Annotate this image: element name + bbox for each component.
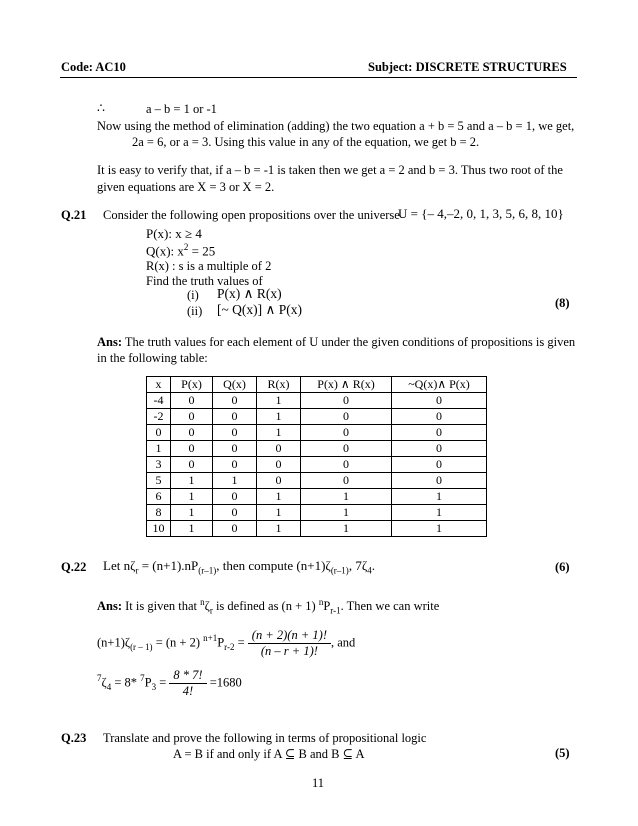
- q22-equation-1: $(n+1)\zeta_{(r - 1)} = (n + 2) ^{n+1}P_{r-2}$ = $\frac{(n + 2)(n + 1)!}{(n - r + 1)!}$ , and: [97, 628, 356, 658]
- table-cell: 0: [301, 409, 392, 425]
- table-cell: -4: [147, 393, 171, 409]
- q21-ii-label: (ii): [187, 304, 203, 318]
- truth-table: [146, 376, 487, 537]
- table-cell: 1: [171, 489, 213, 505]
- table-row: [147, 425, 487, 441]
- col-header-q: Q(x): [213, 377, 257, 393]
- table-cell: 1: [257, 409, 301, 425]
- table-cell: 0: [213, 393, 257, 409]
- table-cell: 0: [171, 441, 213, 457]
- col-header-p-and-r: P(x) ∧ R(x): [301, 377, 392, 393]
- table-cell: 5: [147, 473, 171, 489]
- q22-text: Let $n\zeta_r = (n+1).nP_{(r-1)}$, then compute $(n+1)\zeta_{(r-1)}$, $7\zeta_4$.: [103, 558, 375, 576]
- table-cell: 1: [171, 505, 213, 521]
- q21-ii-expression: [~ Q(x)] ∧ P(x): [217, 302, 303, 317]
- prev-line-4: It is easy to verify that, if a – b = -1 is taken then we get a = 2 and b = 3. Thus two root of the: [97, 163, 563, 177]
- header-subject: Subject: DISCRETE STRUCTURES: [368, 60, 567, 74]
- table-cell: 1: [213, 473, 257, 489]
- table-cell: 1: [257, 393, 301, 409]
- truth-table-header-row: [147, 377, 487, 393]
- q21-i-label: (i): [187, 288, 199, 302]
- prev-line-1: a – b = 1 or -1: [146, 102, 217, 116]
- q21-answer-line-2: in the following table:: [97, 351, 208, 365]
- q22-marks: (6): [555, 560, 570, 574]
- q21-r-definition: R(x) : s is a multiple of 2: [146, 259, 272, 273]
- table-cell: 0: [213, 489, 257, 505]
- q23-text: Translate and prove the following in terms of propositional logic: [103, 731, 427, 745]
- header-rule: [60, 77, 577, 78]
- table-row: [147, 473, 487, 489]
- col-header-notq-and-p: ~Q(x)∧ P(x): [392, 377, 487, 393]
- q22-fraction-1: $\frac{(n + 2)(n + 1)!}{(n - r + 1)!}$: [248, 628, 331, 659]
- q22-answer: Ans: It is given that $^n\zeta_r$ is defined as (n + 1) $^nP_{r-1}$. Then we can write: [97, 597, 440, 616]
- q23-statement: A = B if and only if A ⊆ B and B ⊆ A: [173, 747, 365, 761]
- table-cell: 0: [392, 441, 487, 457]
- table-cell: 1: [171, 521, 213, 537]
- table-cell: 1: [301, 489, 392, 505]
- table-cell: 0: [213, 425, 257, 441]
- table-cell: 0: [301, 393, 392, 409]
- header-code: Code: AC10: [61, 60, 126, 74]
- table-cell: 1: [257, 425, 301, 441]
- q21-marks: (8): [555, 296, 570, 310]
- table-cell: 0: [213, 521, 257, 537]
- table-cell: 1: [301, 505, 392, 521]
- table-cell: 0: [257, 473, 301, 489]
- table-cell: 0: [257, 441, 301, 457]
- table-cell: 0: [171, 457, 213, 473]
- table-cell: 1: [392, 505, 487, 521]
- table-cell: 0: [171, 425, 213, 441]
- q22-equation-2: $^7\zeta_4 = 8*$ $^7P_3$ = $\frac{8 * 7!}{4!}$ =1680: [97, 668, 242, 698]
- table-cell: 0: [171, 409, 213, 425]
- q22-fraction-2: $\frac{8 * 7!}{4!}$: [169, 668, 206, 699]
- table-cell: 0: [301, 457, 392, 473]
- q22-number: Q.22: [61, 560, 87, 574]
- col-header-p: P(x): [171, 377, 213, 393]
- table-cell: 0: [171, 393, 213, 409]
- q21-answer: Ans: The truth values for each element of U under the given conditions of propositions is given: [97, 335, 576, 349]
- table-cell: 0: [257, 457, 301, 473]
- q21-p-definition: P(x): x ≥ 4: [146, 226, 202, 241]
- table-cell: 0: [213, 457, 257, 473]
- page-number: 11: [312, 776, 325, 790]
- table-cell: 8: [147, 505, 171, 521]
- table-cell: -2: [147, 409, 171, 425]
- col-header-x: x: [147, 377, 171, 393]
- prev-line-3: 2a = 6, or a = 3. Using this value in any of the equation, we get b = 2.: [132, 135, 480, 149]
- table-row: [147, 441, 487, 457]
- table-cell: 0: [392, 393, 487, 409]
- prev-line-5: given equations are X = 3 or X = 2.: [97, 180, 275, 194]
- table-cell: 0: [213, 441, 257, 457]
- table-cell: 0: [392, 473, 487, 489]
- therefore-symbol: ∴: [97, 101, 105, 115]
- table-cell: 1: [392, 521, 487, 537]
- table-row: [147, 409, 487, 425]
- q21-text: Consider the following open propositions over the universe: [103, 208, 400, 222]
- table-row: [147, 505, 487, 521]
- table-cell: 1: [257, 521, 301, 537]
- table-cell: 1: [301, 521, 392, 537]
- table-cell: 1: [392, 489, 487, 505]
- table-cell: 1: [257, 489, 301, 505]
- table-cell: 0: [392, 409, 487, 425]
- table-cell: 1: [171, 473, 213, 489]
- table-cell: 0: [213, 505, 257, 521]
- table-cell: 3: [147, 457, 171, 473]
- col-header-r: R(x): [257, 377, 301, 393]
- table-cell: 0: [213, 409, 257, 425]
- q21-number: Q.21: [61, 208, 87, 222]
- table-cell: 0: [392, 457, 487, 473]
- table-cell: 6: [147, 489, 171, 505]
- table-row: [147, 393, 487, 409]
- table-cell: 0: [147, 425, 171, 441]
- table-cell: 1: [147, 441, 171, 457]
- table-cell: 0: [301, 425, 392, 441]
- table-row: [147, 457, 487, 473]
- table-cell: 10: [147, 521, 171, 537]
- q23-marks: (5): [555, 746, 570, 760]
- truth-table-body: [147, 393, 487, 537]
- prev-line-2: Now using the method of elimination (adding) the two equation a + b = 5 and a – b = 1, we get,: [97, 119, 575, 133]
- q21-i-expression: P(x) ∧ R(x): [217, 286, 282, 301]
- table-row: [147, 521, 487, 537]
- q21-q-definition: Q(x): $x^2 = 25$: [146, 242, 216, 259]
- table-cell: 0: [301, 473, 392, 489]
- q23-number: Q.23: [61, 731, 87, 745]
- q21-universe: U = {– 4,–2, 0, 1, 3, 5, 6, 8, 10}: [398, 206, 564, 221]
- table-row: [147, 489, 487, 505]
- table-cell: 0: [301, 441, 392, 457]
- q21-find: Find the truth values of: [146, 274, 263, 288]
- table-cell: 0: [392, 425, 487, 441]
- table-cell: 1: [257, 505, 301, 521]
